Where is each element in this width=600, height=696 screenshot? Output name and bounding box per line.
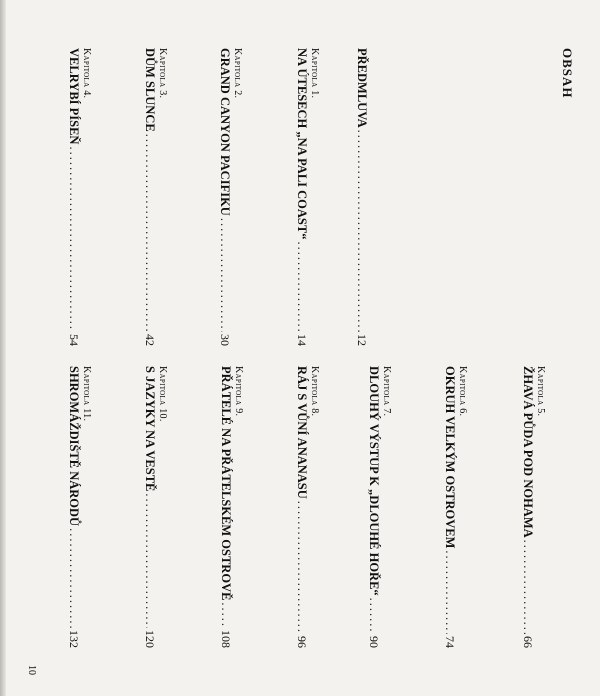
leader-dots xyxy=(67,528,81,628)
toc-entry-kapitola-3 xyxy=(143,48,168,346)
entry-page: 132 xyxy=(67,630,81,648)
leader-dots xyxy=(355,130,369,332)
leader-dots xyxy=(219,602,233,628)
leader-dots xyxy=(295,501,309,634)
toc-entry-kapitola-9 xyxy=(219,366,244,648)
chapter-label: Kapitola 11. xyxy=(81,366,92,422)
entry-page: 12 xyxy=(355,334,369,346)
leader-dots xyxy=(67,146,81,332)
entry-title: PŘÁTELÉ NA PŘÁTELSKÉM OSTROVĚ xyxy=(219,366,233,601)
entry-page: 66 xyxy=(521,636,535,648)
contents-heading: OBSAH xyxy=(560,48,575,99)
chapter-label: Kapitola 8. xyxy=(309,366,320,417)
leader-dots xyxy=(367,598,381,634)
leader-dots xyxy=(218,218,232,332)
toc-entry-kapitola-7 xyxy=(367,366,392,648)
entry-title: RÁJ S VŮNÍ ANANASU xyxy=(295,366,309,499)
toc-entry-kapitola-11 xyxy=(67,366,92,648)
entry-title: ŽHAVÁ PŮDA POD NOHAMA xyxy=(521,366,535,538)
entry-page: 74 xyxy=(443,636,457,648)
leader-dots xyxy=(143,134,157,332)
entry-page: 120 xyxy=(143,630,157,648)
chapter-label: Kapitola 9. xyxy=(233,366,244,417)
entry-title: S JAZYKY NA VESTĚ xyxy=(143,366,157,492)
entry-page: 96 xyxy=(295,636,309,648)
chapter-label: Kapitola 3. xyxy=(157,48,168,99)
toc-entry-kapitola-10 xyxy=(143,366,168,648)
chapter-label: Kapitola 5. xyxy=(535,366,546,417)
toc-entry-kapitola-2 xyxy=(218,48,243,346)
chapter-label: Kapitola 2. xyxy=(232,48,243,99)
entry-title: SHROMÁŽDIŠTĚ NÁRODŮ xyxy=(67,366,81,527)
leader-dots xyxy=(295,241,309,332)
chapter-label: Kapitola 7. xyxy=(381,366,392,417)
chapter-label: Kapitola 10. xyxy=(157,366,168,422)
entry-title: VELRYBÍ PÍSEŇ xyxy=(67,48,81,145)
entry-page: 30 xyxy=(218,334,232,346)
toc-entry-kapitola-8 xyxy=(295,366,320,648)
page-number: 10 xyxy=(26,665,37,675)
toc-entry-kapitola-1 xyxy=(295,48,320,346)
chapter-label: Kapitola 4. xyxy=(81,48,92,99)
leader-dots xyxy=(143,493,157,628)
entry-title: PŘEDMLUVA xyxy=(355,48,369,128)
toc-entry-kapitola-5 xyxy=(521,366,546,648)
entry-page: 54 xyxy=(67,334,81,346)
entry-title: NA ÚTESECH „NA PALI COAST“ xyxy=(295,48,309,240)
chapter-label: Kapitola 1. xyxy=(309,48,320,99)
leader-dots xyxy=(443,550,457,634)
toc-entry-kapitola-6 xyxy=(443,366,468,648)
entry-title: GRAND CANYON PACIFIKU xyxy=(218,48,232,216)
entry-page: 14 xyxy=(295,334,309,346)
entry-title: DLOUHÝ VÝSTUP K „DLOUHÉ HOŘE“ xyxy=(367,366,381,596)
entry-page: 90 xyxy=(367,636,381,648)
entry-page: 108 xyxy=(219,630,233,648)
entry-title: OKRUH VELKÝM OSTROVEM xyxy=(443,366,457,549)
leader-dots xyxy=(521,540,535,634)
chapter-label xyxy=(369,48,380,346)
page-edge-shadow xyxy=(0,0,6,696)
entry-title: DŮM SLUNCE xyxy=(143,48,157,132)
toc-entry-predmluva xyxy=(355,48,380,346)
chapter-label: Kapitola 6. xyxy=(457,366,468,417)
toc-entry-kapitola-4 xyxy=(67,48,92,346)
entry-page: 42 xyxy=(143,334,157,346)
